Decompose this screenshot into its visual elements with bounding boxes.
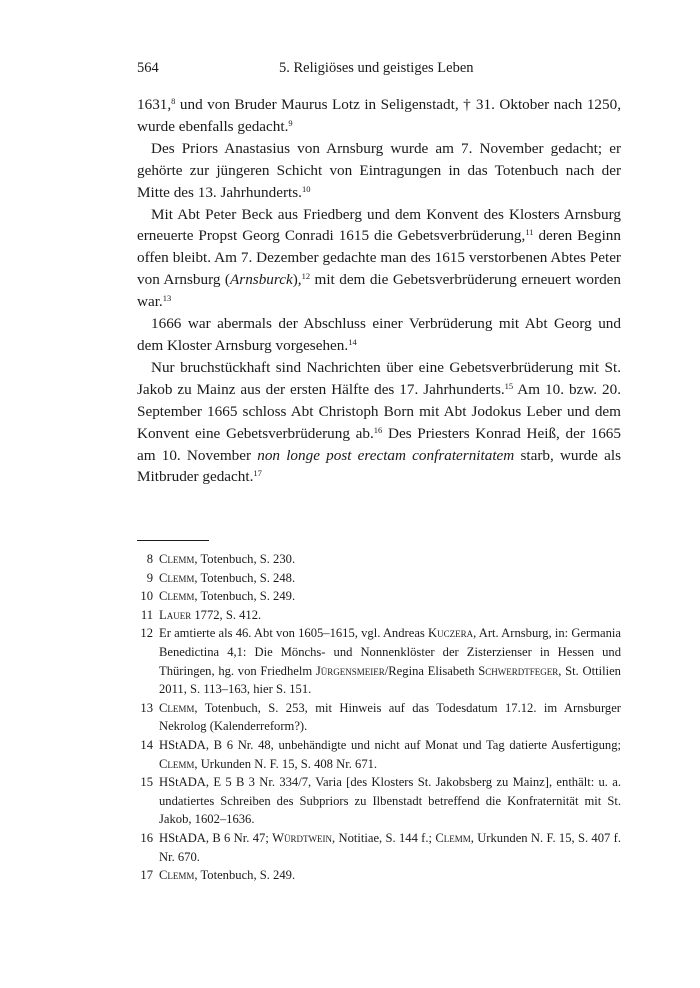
footnote-text: Clemm, Totenbuch, S. 253, mit Hinweis auf das Todesdatum 17.12. im Arnsburger Nekrolog (Kalenderreform?).	[159, 700, 621, 734]
footnote-17	[137, 866, 621, 885]
footnote-ref-12[interactable]: 12	[301, 271, 311, 282]
footnote-number: 14	[140, 737, 153, 752]
footnote-12	[137, 624, 621, 698]
footnote-number: 15	[140, 775, 153, 790]
footnote-11	[137, 606, 621, 625]
paragraph-2: Des Priors Anastasius von Arnsburg wurde am 7. November gedacht; er gehörte zur jüngeren Schicht von Eintragungen in das Totenbuch nach der Mitte des 13. Jahrhunderts.$^{10}$	[137, 139, 621, 201]
footnote-text: Clemm, Totenbuch, S. 249.	[159, 868, 296, 883]
footnote-ref-16[interactable]: 16	[373, 424, 383, 435]
running-head	[137, 60, 621, 82]
footnote-14	[137, 736, 621, 773]
footnote-ref-17[interactable]: 17	[253, 468, 262, 479]
footnote-8	[137, 550, 621, 569]
footnote-9	[137, 569, 621, 588]
footnote-number: 16	[140, 830, 153, 845]
footnote-text: Clemm, Totenbuch, S. 230.	[159, 552, 296, 566]
paragraph-5: Nur bruchstückhaft sind Nachrichten über eine Gebetsverbrüderung mit St. Jakob zu Mainz aus der ersten Hälfte des 17. Jahrhunderts.$^{15}$ Am 10. bzw. 20. September 1665 schloss Abt Christoph Born mit Abt Jodokus Leber und dem Konvent eine Gebetsverbrüderung ab.$^{16}$ Des Priesters Konrad Heiß, der 1665 am 10. November non longe post erectam confraternitatem starb, wurde als Mitbruder gedacht.$^{17}$	[137, 358, 622, 486]
italic-term: Arnsburck	[230, 271, 293, 289]
paragraph-4: 1666 war abermals der Abschluss einer Verbrüderung mit Abt Georg und dem Kloster Arnsburg vorgesehen.$^{14}$	[137, 315, 621, 354]
footnote-13	[137, 699, 621, 736]
italic-phrase: non longe post erectam confraternitatem	[257, 446, 515, 464]
page-number: 564	[137, 60, 159, 76]
footnote-number: 10	[140, 589, 153, 604]
footnote-16	[137, 829, 621, 866]
footnote-text: HStADA, B 6 Nr. 48, unbehändigte und nicht auf Monat und Tag datierte Ausfertigung; Clemm, Urkunden N. F. 15, S. 408 Nr. 671.	[159, 737, 621, 771]
footnote-text: Clemm, Totenbuch, S. 248.	[159, 570, 296, 585]
footnote-ref-9[interactable]: 9	[288, 117, 293, 128]
footnote-15	[137, 773, 621, 829]
footnote-text: Lauer 1772, S. 412.	[159, 607, 262, 622]
footnote-number: 13	[140, 700, 153, 715]
footnote-number: 11	[140, 607, 153, 622]
footnote-ref-11[interactable]: 11	[525, 227, 534, 238]
page-content	[137, 60, 621, 488]
footnote-text: HStADA, B 6 Nr. 47; Würdtwein, Notitiae, S. 144 f.; Clemm, Urkunden N. F. 15, S. 407 f. Nr. 670.	[159, 830, 621, 864]
paragraph-3: Mit Abt Peter Beck aus Friedberg und dem Konvent des Klosters Arnsburg erneuerte Propst Georg Conradi 1615 die Gebetsverbrüderung,$^{11}$ deren Beginn offen bleibt. Am 7. Dezember gedachte man des 1615 verstorbenen Abtes Peter von Arnsburg (Arnsburck),$^{12}$ mit dem die Gebetsverbrüderung erneuert worden war.$^{13}$	[137, 205, 621, 311]
footnote-ref-13[interactable]: 13	[162, 293, 172, 304]
footnote-number: 8	[146, 552, 153, 566]
footnote-ref-8[interactable]: 8	[171, 96, 176, 106]
body-text	[137, 94, 621, 488]
footnote-text: Er amtierte als 46. Abt von 1605–1615, vgl. Andreas Kuczera, Art. Arnsburg, in: Germania Benedictina 4,1: Die Mönchs- und Nonnenklöster der Zisterzienser in Hessen und Thüringen, hg. von Friedhelm Jürgensmeier/Regina Elisabeth Schwerdtfeger, St. Ottilien 2011, S. 113–163, hier S. 151.	[159, 626, 621, 697]
footnote-ref-15[interactable]: 15	[504, 380, 514, 391]
footnote-text: HStADA, E 5 B 3 Nr. 334/7, Varia [des Klosters St. Jakobsberg zu Mainz], enthält: u. a. undatiertes Schreiben des Subpriors zu Ilbenstadt betreffend die Konfraternität mit St. Jakob, 1602–1636.	[159, 775, 621, 827]
footnote-number: 12	[140, 626, 153, 641]
footnote-ref-14[interactable]: 14	[348, 336, 357, 347]
paragraph-1: 1631,$^8$ und von Bruder Maurus Lotz in Seligenstadt, † 31. Oktober nach 1250, wurde ebenfalls gedacht.$^9$	[137, 96, 621, 135]
footnotes	[137, 550, 621, 885]
chapter-title: 5. Religiöses und geistiges Leben	[279, 60, 474, 76]
footnote-separator	[137, 540, 209, 541]
footnote-text: Clemm, Totenbuch, S. 249.	[159, 589, 296, 604]
footnote-number: 9	[146, 570, 153, 585]
footnote-10	[137, 587, 621, 606]
footnote-ref-10[interactable]: 10	[301, 183, 311, 194]
footnote-number: 17	[140, 868, 153, 883]
